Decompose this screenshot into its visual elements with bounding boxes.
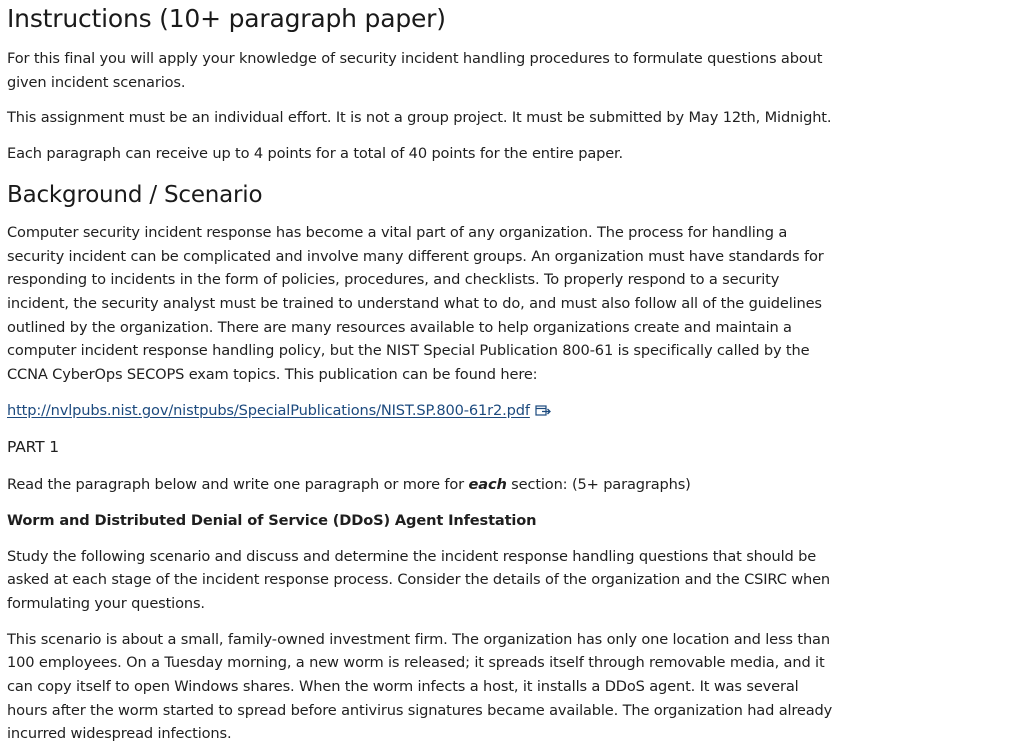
background-paragraph: Computer security incident response has become a vital part of any organization. The process for handling a security incident can be complicated and involve many different groups. An organization must have standards for responding to incidents in the form of policies, procedures, and checklists. To properly respond to a security incident, the security analyst must be trained to understand what to do, and must also follow all of the guidelines outlined by the organization. There are many resources available to help organizations create and maintain a computer incident response handling policy, but the NIST Special Publication 800-61 is specifically called by the CCNA CyberOps SECOPS exam topics. This publication can be found here: bbox=[7, 223, 824, 384]
nist-link-line bbox=[7, 399, 837, 425]
part-1-intro-before: Read the paragraph below and write one paragraph or more for bbox=[7, 476, 469, 494]
instructions-paragraph-2: This assignment must be an individual effort. It is not a group project. It must be submitted by May 12th, Midnight. bbox=[7, 109, 832, 127]
nist-publication-link[interactable]: http://nvlpubs.nist.gov/nistpubs/SpecialPublications/NIST.SP.800-61r2.pdf bbox=[7, 401, 530, 419]
scenario-title bbox=[7, 509, 837, 533]
document-body bbox=[7, 0, 837, 745]
external-link-icon[interactable] bbox=[535, 401, 552, 425]
part-1-intro bbox=[7, 473, 837, 497]
part-1-intro-after: section: (5+ paragraphs) bbox=[506, 476, 691, 494]
study-paragraph: Study the following scenario and discuss and determine the incident response handling questions that should be asked at each stage of the incident response process. Consider the details of the organization and the CSIRC when formulating your questions. bbox=[7, 547, 831, 612]
instructions-heading: Instructions (10+ paragraph paper) bbox=[7, 4, 446, 33]
instructions-paragraph-1: For this final you will apply your knowledge of security incident handling procedures to formulate questions about given incident scenarios. bbox=[7, 50, 823, 91]
scenario-title-text: Worm and Distributed Denial of Service (DDoS) Agent Infestation bbox=[7, 511, 537, 529]
background-heading: Background / Scenario bbox=[7, 181, 263, 208]
part-1-intro-emphasis: each bbox=[468, 476, 507, 494]
scenario-paragraph: This scenario is about a small, family-owned investment firm. The organization has only one location and less than 100 employees. On a Tuesday morning, a new worm is released; it spreads itself through removable media, and it can copy itself to open Windows shares. When the worm infects a host, it installs a DDoS agent. It was several hours after the worm started to spread before antivirus signatures became available. The organization had already incurred widespread infections. bbox=[7, 630, 833, 743]
instructions-paragraph-3: Each paragraph can receive up to 4 points for a total of 40 points for the entire paper. bbox=[7, 145, 624, 163]
part-1-label: PART 1 bbox=[7, 438, 59, 457]
